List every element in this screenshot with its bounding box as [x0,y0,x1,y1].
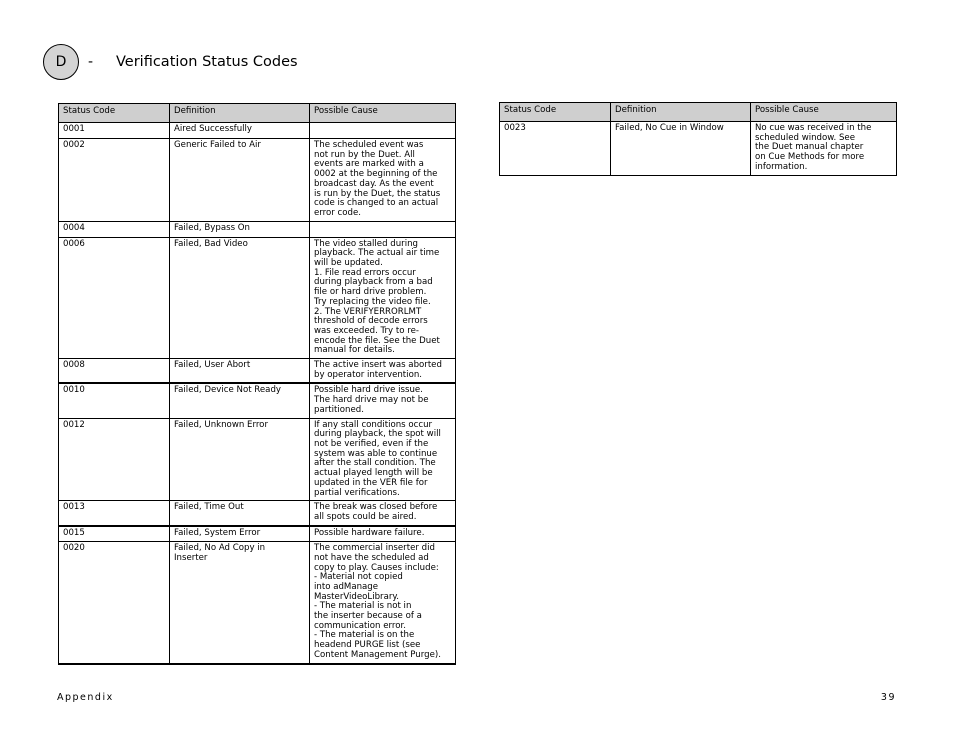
page-title: Verification Status Codes [116,54,298,70]
definition-cell: Failed, System Error [170,526,310,542]
page-number: 39 [880,692,896,703]
possible-cause-cell: No cue was received in the scheduled window. See the Duet manual chapter on Cue Methods for more information. [751,122,897,176]
table-header-row [500,103,897,122]
status-code-cell: 0020 [59,542,170,664]
definition-cell: Failed, Unknown Error [170,418,310,501]
column-header-definition: Definition [170,104,310,123]
definition-cell: Failed, User Abort [170,359,310,384]
possible-cause-cell: The commercial inserter did not have the scheduled ad copy to play. Causes include: - Material not copied into adManage MasterVideoLibrary. - The material is not in the inserter because of a communication error. - The material is on the headend PURGE list (see Content Management Purge). [310,542,456,664]
definition-cell: Aired Successfully [170,123,310,139]
possible-cause-cell: The active insert was aborted by operator intervention. [310,359,456,384]
status-code-cell: 0004 [59,221,170,237]
definition-cell: Failed, Bypass On [170,221,310,237]
table-row [59,501,456,526]
status-code-cell: 0006 [59,237,170,358]
table-row [59,542,456,664]
status-code-cell: 0002 [59,139,170,222]
footer-section-label: Appendix [57,692,114,703]
column-header-definition: Definition [611,103,751,122]
column-header-possible-cause: Possible Cause [751,103,897,122]
table-row [59,359,456,384]
possible-cause-cell: Possible hard drive issue. The hard drive may not be partitioned. [310,383,456,418]
definition-cell: Failed, No Ad Copy in Inserter [170,542,310,664]
status-codes-table-left [58,103,456,665]
possible-cause-cell: Possible hardware failure. [310,526,456,542]
possible-cause-cell: The scheduled event was not run by the Duet. All events are marked with a 0002 at the beginning of the broadcast day. As the event is run by the Duet, the status code is changed to an actual error code. [310,139,456,222]
possible-cause-cell: The break was closed before all spots could be aired. [310,501,456,526]
table-row [59,221,456,237]
table-row [59,139,456,222]
status-code-cell: 0012 [59,418,170,501]
table-row [500,122,897,176]
table-row [59,526,456,542]
column-header-status-code: Status Code [500,103,611,122]
section-letter: D [55,54,67,70]
table-row [59,123,456,139]
status-code-cell: 0013 [59,501,170,526]
definition-cell: Generic Failed to Air [170,139,310,222]
possible-cause-cell [310,123,456,139]
table-header-row [59,104,456,123]
status-code-cell: 0010 [59,383,170,418]
table-row [59,418,456,501]
status-code-cell: 0015 [59,526,170,542]
section-badge [43,44,79,80]
column-header-possible-cause: Possible Cause [310,104,456,123]
possible-cause-cell: If any stall conditions occur during playback, the spot will not be verified, even if the system was able to continue after the stall condition. The actual played length will be updated in the VER file for partial verifications. [310,418,456,501]
definition-cell: Failed, Device Not Ready [170,383,310,418]
definition-cell: Failed, No Cue in Window [611,122,751,176]
table-row [59,237,456,358]
definition-cell: Failed, Time Out [170,501,310,526]
status-code-cell: 0001 [59,123,170,139]
status-codes-table-right [499,102,897,176]
status-code-cell: 0008 [59,359,170,384]
title-dash: - [88,54,94,70]
table-row [59,383,456,418]
status-code-cell: 0023 [500,122,611,176]
definition-cell: Failed, Bad Video [170,237,310,358]
possible-cause-cell: The video stalled during playback. The actual air time will be updated. 1. File read errors occur during playback from a bad file or hard drive problem. Try replacing the video file. 2. The VERIFYERRORLMT threshold of decode errors was exceeded. Try to re- encode the file. See the Duet manual for details. [310,237,456,358]
column-header-status-code: Status Code [59,104,170,123]
possible-cause-cell [310,221,456,237]
